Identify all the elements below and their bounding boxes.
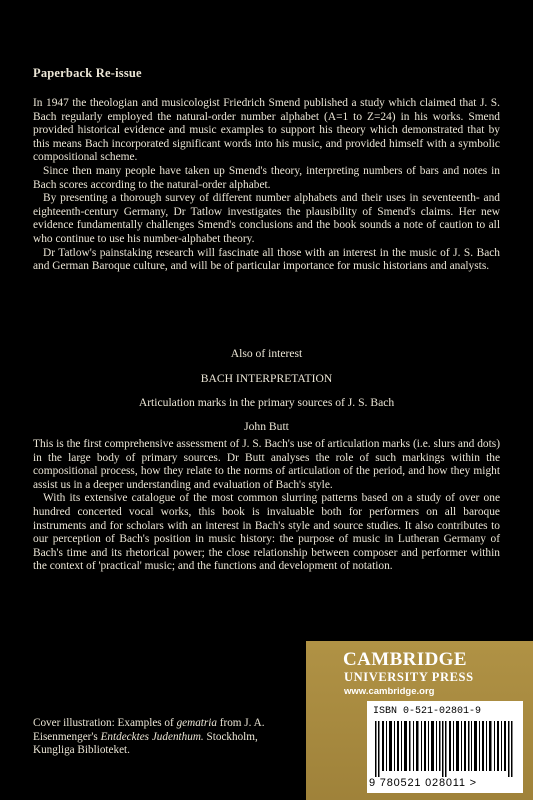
cover-illustration-credit: Cover illustration: Examples of gematria from J. A. Eisenmenger's Entdecktes Judenthum. Stockholm, Kungliga Biblioteket. <box>33 717 265 757</box>
intro-paragraph: In 1947 the theologian and musicologist Friedrich Smend published a study which claimed that J. S. Bach regularly employed the natural-order number alphabet (A=1 to Z=24) in his works. Smend provided historical evidence and music examples to support his theory which demonstrated that by this means Bach incorporated significant words into his music, and provided himself with a symbolic compositional scheme. <box>33 97 500 164</box>
related-book-description <box>33 438 500 574</box>
description-paragraph: This is the first comprehensive assessment of J. S. Bach's use of articulation marks (i.e. slurs and dots) in the large body of primary sources. Dr Butt analyses the role of such markings within the compositional process, how they relate to the norms of articulation of the period, and how they might assist us in a deeper understanding and evaluation of Bach's style. <box>33 438 500 491</box>
publisher-logo-name: CAMBRIDGE <box>343 649 467 670</box>
publisher-panel <box>306 641 533 800</box>
intro-paragraph: Dr Tatlow's painstaking research will fascinate all those with an interest in the music of J. S. Bach and German Baroque culture, and will be of particular importance for music historians and analysts. <box>33 246 500 273</box>
isbn-label: ISBN 0-521-02801-9 <box>373 706 482 717</box>
intro-paragraph: Since then many people have taken up Smend's theory, interpreting numbers of bars and notes in Bach scores according to the natural-order alphabet. <box>33 164 500 191</box>
publisher-url: www.cambridge.org <box>344 686 435 697</box>
paperback-heading: Paperback Re-issue <box>33 66 142 80</box>
credit-term: gematria <box>176 717 217 729</box>
publisher-logo-sub: UNIVERSITY PRESS <box>344 670 474 684</box>
intro-paragraph: By presenting a thorough survey of different number alphabets and their uses in seventeenth- and eighteenth-century Germany, Dr Tatlow investigates the plausibility of Smend's claims. Her new evidence fundamentally challenges Smend's conclusions and the book sounds a note of caution to all who continue to use his number-alphabet theory. <box>33 192 500 245</box>
related-book-subtitle: Articulation marks in the primary sources of J. S. Bach <box>138 396 395 409</box>
also-of-interest-label: Also of interest <box>230 347 303 360</box>
ean-digits: 9 780521 028011 > <box>369 777 477 789</box>
barcode-box <box>367 701 523 793</box>
credit-work-title: Entdecktes Judenthum. <box>100 730 204 743</box>
description-paragraph: With its extensive catalogue of the most common slurring patterns based on a study of over one hundred concerted vocal works, this book is invaluable both for performers on all baroque instruments and for scholars with an interest in Bach's style and source studies. It also contributes to our perception of Bach's position in music history: the purpose of music in Lutheran Germany of Bach's time and its rhetorical power; the close relationship between composer and performer within the context of 'practical' music; and the functions and development of notation. <box>33 492 500 573</box>
intro-text <box>33 97 500 274</box>
barcode-icon <box>375 721 515 777</box>
related-book-author: John Butt <box>244 420 289 433</box>
related-book-title: BACH INTERPRETATION <box>200 372 333 385</box>
